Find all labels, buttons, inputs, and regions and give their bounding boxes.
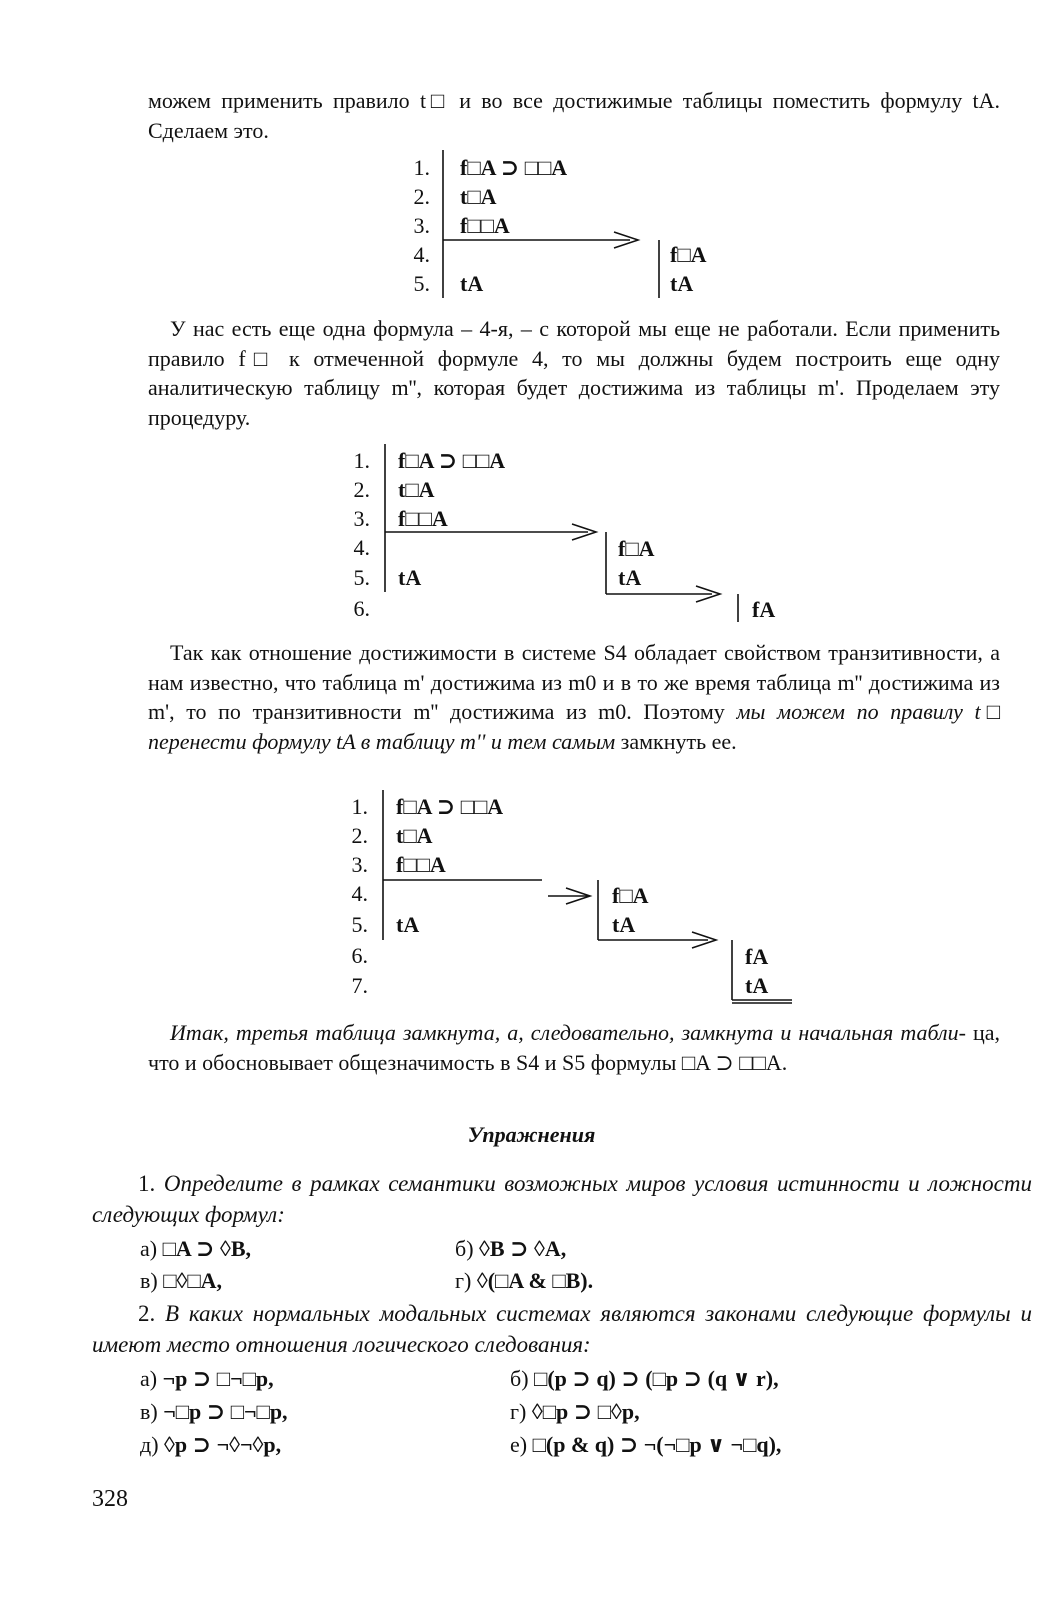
tableau-formula: t□A [398,477,435,502]
item-formula: ¬p ⊃ □¬□p, [162,1366,274,1391]
tableau-formula: t□A [460,184,497,209]
row-number: 1. [413,155,430,180]
exercise-1-text: Определите в рамках семантики возможных миров условия истинности и ложности следующих формул: [92,1171,1032,1227]
exercise-2-text: В каких нормальных модальных системах являются законами следующие формулы и имеют место отношения логического следования: [92,1301,1033,1357]
item-label: б) [455,1236,474,1261]
tableau-formula: f□□A [460,213,510,238]
tableau-formula: f□A ⊃ □□A [460,155,568,180]
row-number: 4. [351,881,368,906]
item-label: г) [510,1399,527,1424]
branch-formula: f□A [670,242,707,267]
row-number: 6. [353,596,370,621]
tableau-formula: f□□A [398,506,448,531]
item-formula: ◊p ⊃ ¬◊¬◊p, [164,1432,282,1457]
paragraph-3 [148,638,1000,756]
item-formula: ¬□p ⊃ □¬□p, [163,1399,288,1424]
row-number: 3. [351,852,368,877]
exercise-1-item-a [140,1234,251,1264]
row-number: 3. [413,213,430,238]
tableau-formula: tA [460,271,484,296]
item-label: г) [455,1268,472,1293]
exercise-2-item-b [510,1364,779,1394]
paragraph-1: можем применить правило t□ и во все достижимые таблицы поместить формулу tA. Сделаем это. [148,88,1000,143]
row-number: 2. [413,184,430,209]
exercise-1-number: 1. [138,1171,156,1196]
row-number: 5. [353,565,370,590]
paragraph-4 [148,1018,1000,1077]
row-number: 1. [351,794,368,819]
tableau-formula: f□A ⊃ □□A [398,448,506,473]
paragraph-4-italic: Итак, третья таблица замкнута, а, следовательно, замкнута и начальная табли- [170,1020,966,1045]
item-formula: □(p & q) ⊃ ¬(¬□p ∨ ¬□q), [532,1432,782,1457]
item-formula: ◊B ⊃ ◊A, [479,1236,567,1261]
item-formula: □(p ⊃ q) ⊃ (□p ⊃ (q ∨ r), [534,1366,779,1391]
exercise-2 [92,1298,1032,1360]
item-label: а) [140,1236,158,1261]
exercise-2-item-e [140,1430,281,1460]
row-number: 2. [353,477,370,502]
exercise-2-item-a [140,1364,274,1394]
branch-formula: fA [745,944,769,969]
item-formula: ◊□p ⊃ □◊p, [531,1399,640,1424]
exercise-1-item-b [455,1234,566,1264]
row-number: 7. [351,973,368,998]
exercise-2-number: 2. [138,1301,156,1326]
exercise-2-item-f [510,1430,781,1460]
row-number: 3. [353,506,370,531]
paragraph-3-italic: мы можем по правилу t□ перенести формулу tA в таблицу m'' и тем самым [148,699,1000,754]
item-formula: □A ⊃ ◊B, [162,1236,252,1261]
row-number: 5. [413,271,430,296]
branch-formula: tA [618,565,642,590]
branch-formula: fA [752,597,776,622]
item-label: а) [140,1366,158,1391]
exercise-2-item-c [140,1397,288,1427]
item-label: б) [510,1366,529,1391]
row-number: 4. [353,535,370,560]
row-number: 6. [351,943,368,968]
paragraph-3-text: Так как отношение достижимости в системе S4 обладает свойством транзитивности, а нам известно, что таблица m' достижима из m0 и в то же время таблица m'' достижима из m', то по транзитивности m'' достижима из m0. Поэтому [148,640,1000,724]
exercises-heading: Упражнения [467,1122,596,1147]
tableau-formula: f□A ⊃ □□A [396,794,504,819]
item-label: д) [140,1432,159,1457]
exercise-1 [92,1168,1032,1230]
item-label: в) [140,1268,158,1293]
item-label: е) [510,1432,528,1457]
item-formula: □◊□A, [163,1268,223,1293]
tableau-formula: tA [396,912,420,937]
row-number: 4. [413,242,430,267]
row-number: 2. [351,823,368,848]
exercise-1-item-d [455,1266,593,1296]
paragraph-4-text: ца, что и обосновывает общезначимость в S4 и S5 формулы □A ⊃ □□A. [148,1020,1001,1075]
item-label: в) [140,1399,158,1424]
tableau-formula: f□□A [396,852,446,877]
item-formula: ◊(□A & □B). [476,1268,594,1293]
branch-formula: tA [670,271,694,296]
branch-formula: tA [745,973,769,998]
page-number: 328 [92,1486,128,1512]
branch-formula: tA [612,912,636,937]
row-number: 5. [351,912,368,937]
branch-formula: f□A [612,883,649,908]
exercise-2-item-d [510,1397,640,1427]
tableau-formula: tA [398,565,422,590]
row-number: 1. [353,448,370,473]
paragraph-2: У нас есть еще одна формула – 4-я, – с которой мы еще не работали. Если применить правило f□ к отмеченной формуле 4, то мы должны будем построить еще одну аналитическую таблицу m'', которая будет достижима из таблицы m'. Проделаем эту процедуру. [148,316,1000,430]
branch-formula: f□A [618,536,655,561]
tableau-formula: t□A [396,823,433,848]
paragraph-3-end: замкнуть ее. [620,728,737,754]
exercise-1-item-c [140,1266,222,1296]
